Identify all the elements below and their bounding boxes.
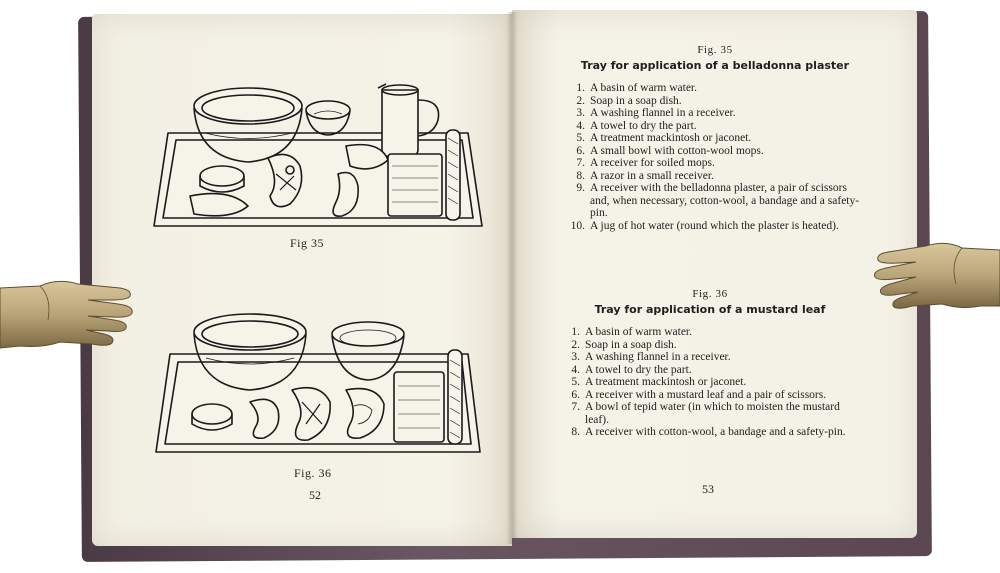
item-text: A basin of warm water. — [585, 326, 692, 338]
fig36-title: Tray for application of a mustard leaf — [594, 303, 826, 316]
item-text: A bowl of tepid water (in which to moisten the mustard leaf). — [585, 401, 840, 426]
item-text: A jug of hot water (round which the plaster is heated). — [590, 219, 839, 232]
fig35-text-block — [565, 44, 865, 232]
list-item — [565, 107, 865, 120]
list-item — [560, 326, 860, 339]
fig35-item-list — [565, 82, 865, 232]
fig36-caption: Fig. 36 — [294, 466, 332, 480]
item-number: 6. — [576, 144, 585, 157]
item-text: A treatment mackintosh or jaconet. — [590, 132, 752, 144]
item-number: 2. — [571, 338, 580, 351]
item-text: A receiver with a mustard leaf and a pair of scissors. — [585, 388, 827, 401]
item-number: 4. — [571, 363, 580, 376]
item-text: A towel to dry the part. — [590, 119, 697, 132]
item-text: A washing flannel in a receiver. — [585, 351, 731, 363]
item-text: Soap in a soap dish. — [585, 338, 677, 351]
item-number: 1. — [571, 326, 580, 338]
left-page-number: 52 — [309, 488, 321, 502]
item-text: Soap in a soap dish. — [590, 94, 682, 107]
item-number: 2. — [576, 94, 585, 107]
list-item — [565, 82, 865, 95]
item-text: A basin of warm water. — [590, 82, 697, 94]
item-number: 10. — [570, 219, 585, 232]
item-text: A towel to dry the part. — [585, 363, 692, 376]
list-item — [565, 145, 865, 158]
fig35-title: Tray for application of a belladonna plaster — [580, 59, 850, 72]
book-gutter — [506, 12, 518, 544]
fig36-item-list — [560, 326, 860, 439]
list-item — [565, 220, 865, 233]
item-number: 3. — [571, 351, 580, 363]
item-text: A receiver with cotton-wool, a bandage and a safety-pin. — [585, 426, 846, 438]
item-number: 6. — [571, 388, 580, 401]
right-hand-icon — [870, 226, 1000, 324]
fig36-text-block — [560, 288, 860, 439]
item-number: 8. — [576, 169, 585, 182]
fig36-label: Fig. 36 — [692, 288, 728, 300]
fig36-illustration — [150, 306, 490, 462]
list-item — [565, 182, 865, 220]
list-item — [565, 170, 865, 183]
list-item — [565, 95, 865, 108]
left-hand-icon — [0, 268, 140, 360]
fig35-caption: Fig 35 — [290, 236, 325, 250]
list-item — [560, 401, 860, 426]
list-item — [560, 364, 860, 377]
list-item — [560, 426, 860, 439]
item-text: A receiver with the belladonna plaster, a pair of scissors and, when necessary, cotton-wool, a bandage and a safety-pin. — [590, 182, 860, 219]
item-text: A razor in a small receiver. — [590, 169, 714, 182]
list-item — [560, 389, 860, 402]
list-item — [560, 376, 860, 389]
item-number: 7. — [571, 401, 580, 413]
list-item — [560, 339, 860, 352]
item-number: 8. — [571, 426, 580, 438]
list-item — [560, 351, 860, 364]
item-text: A receiver for soiled mops. — [590, 157, 715, 169]
item-text: A washing flannel in a receiver. — [590, 107, 736, 119]
item-number: 4. — [576, 119, 585, 132]
item-number: 1. — [576, 82, 585, 94]
item-number: 9. — [576, 182, 585, 194]
item-number: 7. — [576, 157, 585, 169]
item-number: 5. — [576, 132, 585, 144]
fig35-label: Fig. 35 — [697, 44, 733, 56]
item-text: A small bowl with cotton-wool mops. — [590, 144, 764, 157]
list-item — [565, 157, 865, 170]
right-page-number: 53 — [702, 482, 714, 496]
list-item — [565, 132, 865, 145]
list-item — [565, 120, 865, 133]
item-number: 5. — [571, 376, 580, 388]
item-number: 3. — [576, 107, 585, 119]
item-text: A treatment mackintosh or jaconet. — [585, 376, 747, 388]
fig35-illustration — [150, 78, 490, 238]
